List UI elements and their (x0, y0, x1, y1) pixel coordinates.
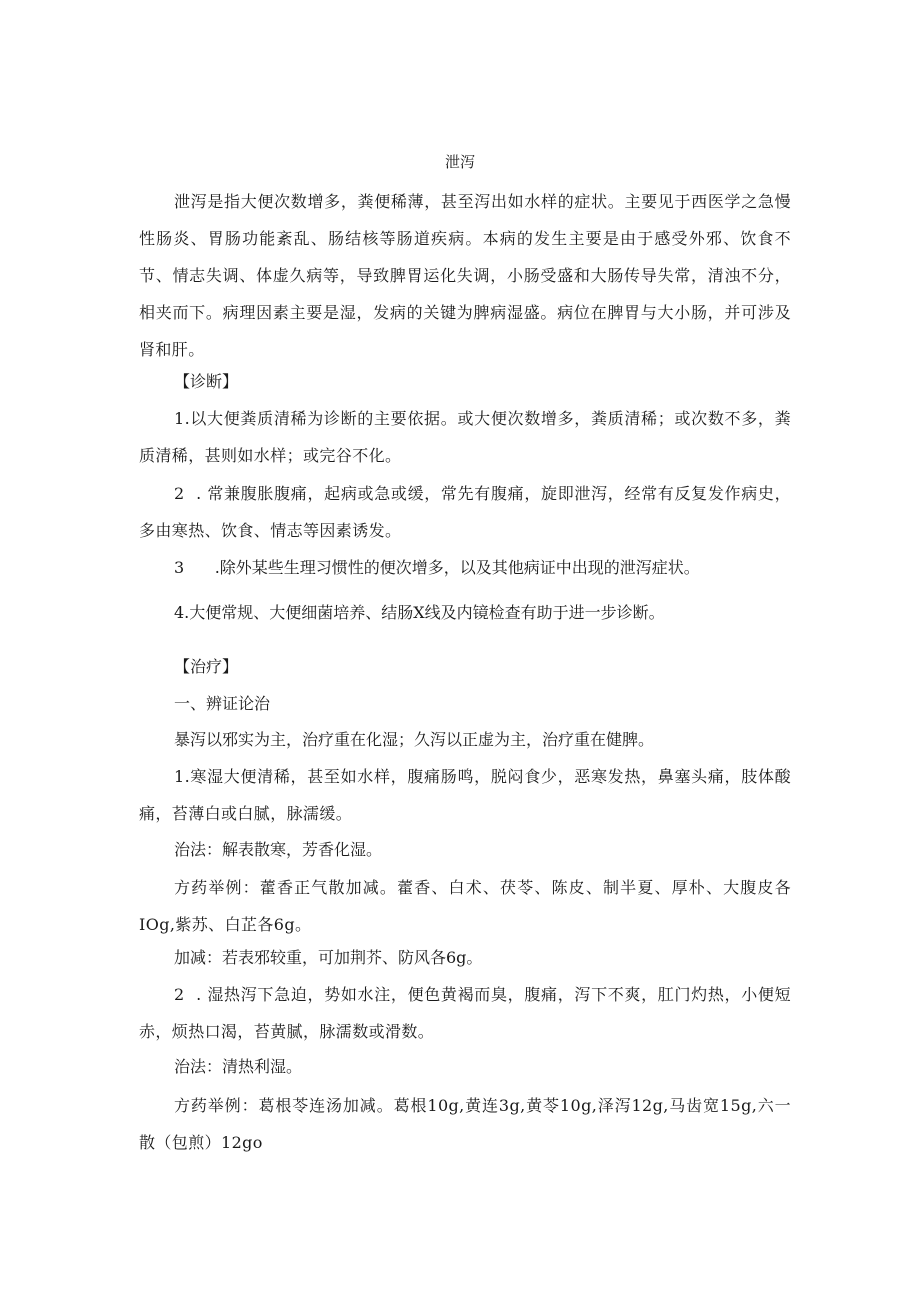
diagnosis-item-1: 1.以大便粪质清稀为诊断的主要依据。或大便次数增多，粪质清稀；或次数不多，粪质清稀，甚则如水样；或完谷不化。 (139, 409, 791, 465)
diagnosis-item-4: 4.大便常规、大便细菌培养、结肠X线及内镜检查有助于进一步诊断。 (174, 603, 665, 622)
intro-paragraph: 泄泻是指大便次数增多，粪便稀薄，甚至泻出如水样的症状。主要见于西医学之急慢性肠炎、胃肠功能紊乱、肠结核等肠道疾病。本病的发生主要是由于感受外邪、饮食不节、情志失调、体虚久病等，导致脾胃运化失调，小肠受盛和大肠传导失常，清浊不分，相夹而下。病理因素主要是湿，发病的关键为脾病湿盛。病位在脾胃与大小肠，并可涉及肾和肝。 (139, 192, 791, 359)
type2-symptoms: 2 . 湿热泻下急迫，势如水注，便色黄褐而臭，腹痛，泻下不爽，肛门灼热，小便短赤，烦热口渴，苔黄腻，脉濡数或滑数。 (139, 985, 791, 1041)
treatment-heading: 【治疗】 (174, 657, 239, 676)
type1-prescription: 方药举例：藿香正气散加减。藿香、白术、茯苓、陈皮、制半夏、厚朴、大腹皮各IOg,紫苏、白芷各6g。 (139, 878, 791, 934)
type2-prescription: 方药举例：葛根苓连汤加减。葛根10g,黄连3g,黄苓10g,泽泻12g,马齿宽15g,六一散（包煎）12go (139, 1096, 791, 1152)
diagnosis-item-2: 2 . 常兼腹胀腹痛，起病或急或缓，常先有腹痛，旋即泄泻，经常有反复发作病史，多由寒热、饮食、情志等因素诱发。 (139, 484, 791, 540)
type1-modification: 加减：若表邪较重，可加荆芥、防风各6g。 (174, 948, 483, 967)
type1-symptoms: 1.寒湿大便清稀，甚至如水样，腹痛肠鸣，脱闷食少，恶寒发热，鼻塞头痛，肢体酸痛，苔薄白或白腻，脉濡缓。 (139, 767, 791, 823)
treatment-subheading: 一、辨证论治 (174, 694, 271, 713)
type1-method: 治法：解表散寒，芳香化湿。 (174, 840, 383, 859)
diagnosis-item-3: 3 .除外某些生理习惯性的便次增多，以及其他病证中出现的泄泻症状。 (174, 558, 700, 577)
document-title: 泄泻 (444, 153, 475, 171)
diagnosis-heading: 【诊断】 (174, 372, 239, 391)
type2-method: 治法：清热利湿。 (174, 1057, 303, 1076)
treatment-general: 暴泻以邪实为主，治疗重在化湿；久泻以正虚为主，治疗重在健脾。 (174, 730, 655, 749)
